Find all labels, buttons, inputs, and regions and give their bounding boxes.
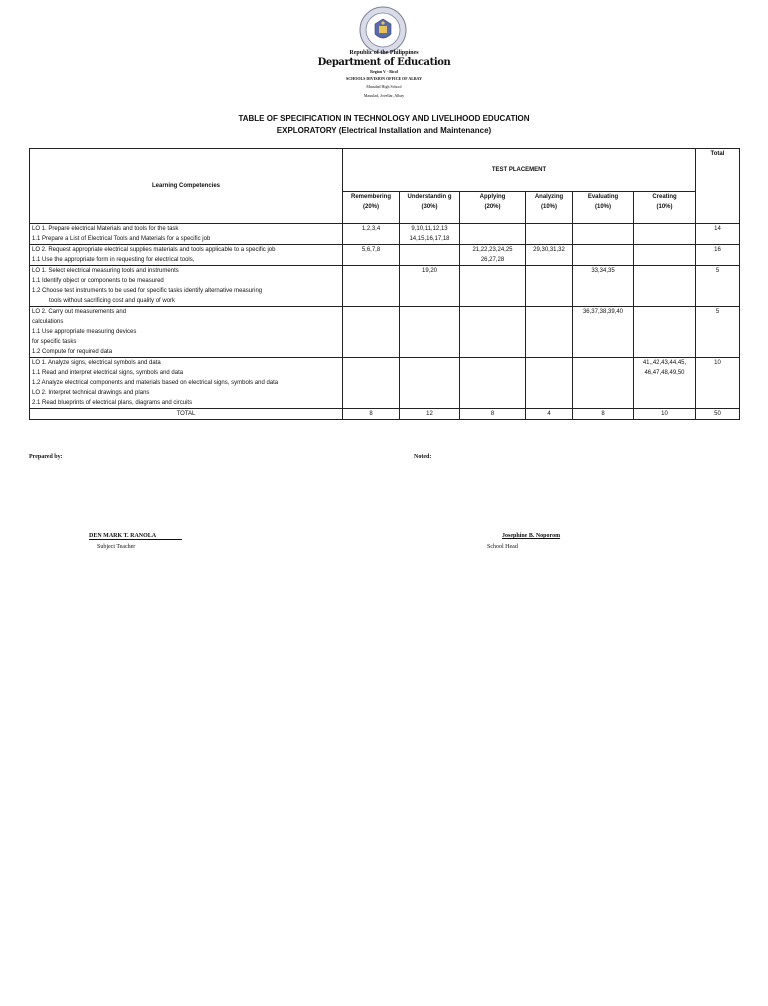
- total-header: Total: [696, 149, 740, 224]
- total-cell: 8: [343, 409, 400, 420]
- item-cell: 29,30,31,32: [526, 245, 573, 266]
- school-head-name: Josephine B. Noporom: [502, 533, 561, 539]
- competency-cell: LO 1. Analyze signs, electrical symbols and data 1.1 Read and interpret electrical signs, symbols and data 1.2 Analyze electrical components and materials based on electrical signs, symbols and data LO 2. Interpret technical drawings and plans 2.1 Read blueprints of electrical plans, diagrams and circuits: [30, 358, 343, 409]
- teacher-name: DEN MARK T. RANOLA: [89, 533, 182, 539]
- item-cell: [343, 266, 400, 307]
- total-label: TOTAL: [30, 409, 343, 420]
- item-cell: [573, 245, 634, 266]
- table-row: [30, 266, 740, 307]
- level-header: Understandin g (30%): [400, 192, 460, 224]
- row-total: 16: [696, 245, 740, 266]
- test-placement-header: TEST PLACEMENT: [343, 149, 696, 192]
- level-header: Evaluating (10%): [573, 192, 634, 224]
- region-line: Region V - Bicol: [370, 69, 398, 74]
- row-total: 10: [696, 358, 740, 409]
- item-cell: 21,22,23,24,25 26,27,28: [460, 245, 526, 266]
- deped-seal-logo: [359, 6, 407, 54]
- item-cell: 33,34,35: [573, 266, 634, 307]
- item-cell: [400, 358, 460, 409]
- item-cell: [460, 307, 526, 358]
- prepared-by-label: Prepared by:: [29, 454, 63, 460]
- teacher-role: Subject Teacher: [97, 544, 136, 550]
- republic-line: Republic of the Philippines: [349, 50, 419, 56]
- item-cell: [343, 307, 400, 358]
- row-total: 5: [696, 266, 740, 307]
- total-cell: 8: [460, 409, 526, 420]
- item-cell: [573, 358, 634, 409]
- item-cell: [343, 358, 400, 409]
- document-title: TABLE OF SPECIFICATION IN TECHNOLOGY AND LIVELIHOOD EDUCATION: [238, 114, 530, 123]
- item-cell: [460, 224, 526, 245]
- item-cell: [634, 266, 696, 307]
- item-cell: 1,2,3,4: [343, 224, 400, 245]
- level-header: Creating (10%): [634, 192, 696, 224]
- school-head-role: School Head: [487, 544, 518, 550]
- item-cell: [400, 245, 460, 266]
- noted-label: Noted:: [414, 454, 432, 460]
- table-row: [30, 245, 740, 266]
- document-subtitle: EXPLORATORY (Electrical Installation and Maintenance): [276, 126, 492, 135]
- table-row: [30, 224, 740, 245]
- table-row: [30, 358, 740, 409]
- item-cell: [526, 266, 573, 307]
- item-cell: [634, 224, 696, 245]
- item-cell: [634, 245, 696, 266]
- competency-cell: LO 2. Carry out measurements and calculations 1.1 Use appropriate measuring devices for specific tasks 1.2 Compute for required data: [30, 307, 343, 358]
- level-header: Remembering (20%): [343, 192, 400, 224]
- total-row: [30, 409, 740, 420]
- total-cell: 10: [634, 409, 696, 420]
- level-header: Analyzing (10%): [526, 192, 573, 224]
- school-location: Mauulad, Jovellar, Albay: [363, 93, 405, 98]
- division-line: SCHOOLS DIVISION OFFICE OF ALBAY: [346, 76, 422, 81]
- competency-cell: LO 1. Select electrical measuring tools and instruments 1.1 Identify object or components to be measured 1.2 Choose test instruments to be used for specific tasks identify alternative measuring tools without sacrificing cost and quality of work: [30, 266, 343, 307]
- item-cell: [526, 307, 573, 358]
- total-cell: 4: [526, 409, 573, 420]
- competencies-header: Learning Competencies: [30, 149, 343, 224]
- item-cell: 9,10,11,12,13 14,15,16,17,18: [400, 224, 460, 245]
- total-cell: 12: [400, 409, 460, 420]
- grand-total: 50: [696, 409, 740, 420]
- item-cell: 19,20: [400, 266, 460, 307]
- item-cell: 5,6,7,8: [343, 245, 400, 266]
- item-cell: [634, 307, 696, 358]
- item-cell: [526, 224, 573, 245]
- table-row: [30, 307, 740, 358]
- competency-cell: LO 1. Prepare electrical Materials and tools for the task 1.1 Prepare a List of Electrical Tools and Materials for a specific job: [30, 224, 343, 245]
- item-cell: [526, 358, 573, 409]
- row-total: 5: [696, 307, 740, 358]
- item-cell: [400, 307, 460, 358]
- table-of-specification: [29, 148, 740, 420]
- competency-cell: LO 2. Request appropriate electrical supplies materials and tools applicable to a specific job 1.1 Use the appropriate form in requesting for electrical tools,: [30, 245, 343, 266]
- total-cell: 8: [573, 409, 634, 420]
- item-cell: [460, 266, 526, 307]
- item-cell: 36,37,38,39,40: [573, 307, 634, 358]
- level-header: Applying (20%): [460, 192, 526, 224]
- department-name: Department of Education: [317, 57, 451, 68]
- row-total: 14: [696, 224, 740, 245]
- school-name: Mauulad High School: [366, 84, 402, 89]
- item-cell: 41,,42,43,44,45, 46,47,48,49,50: [634, 358, 696, 409]
- item-cell: [573, 224, 634, 245]
- item-cell: [460, 358, 526, 409]
